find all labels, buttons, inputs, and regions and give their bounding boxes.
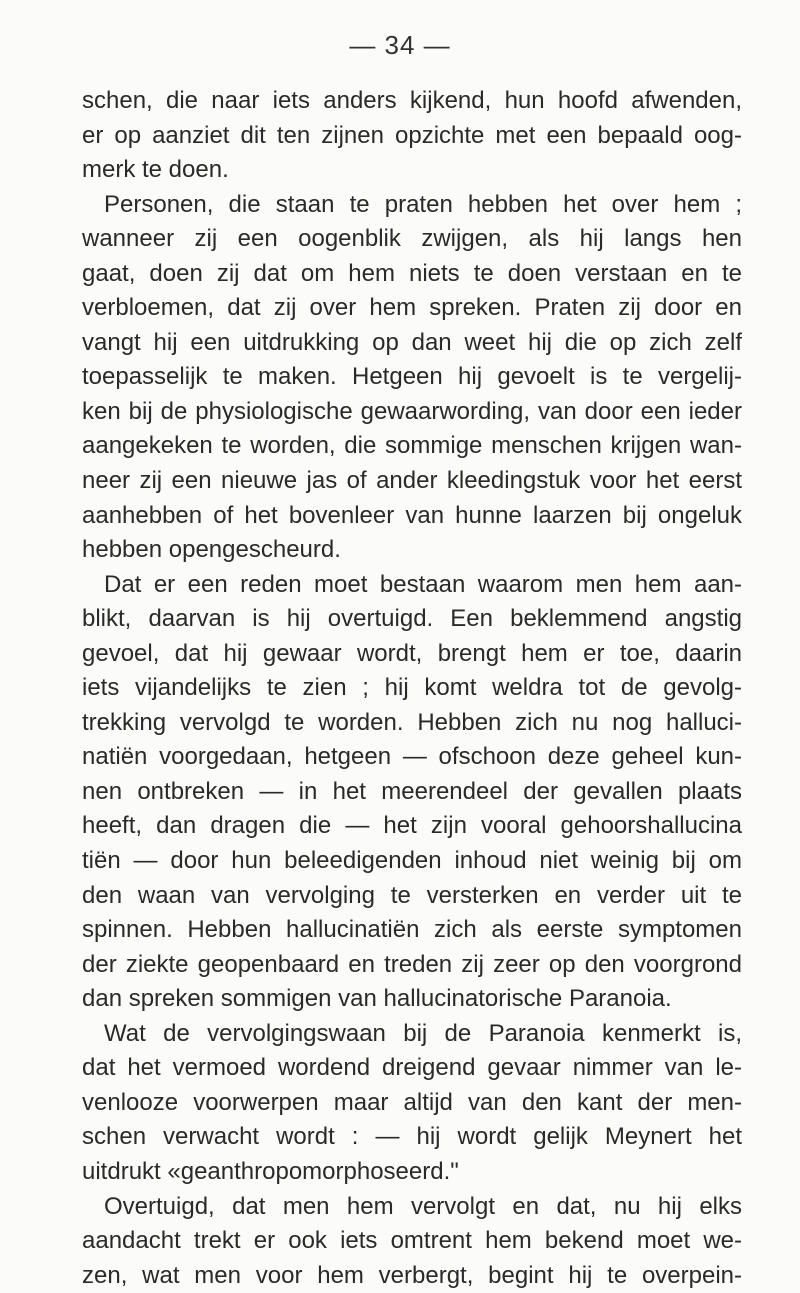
text-line: dan spreken sommigen van hallucinatorische Paranoia. [82, 985, 672, 1013]
text-line: spinnen. Hebben hallucinatiën zich als eerste symptomen [82, 916, 742, 944]
text-line: gaat, doen zij dat om hem niets te doen verstaan en te [82, 259, 742, 287]
text-line: hebben opengescheurd. [82, 536, 341, 564]
text-line: natiën voorgedaan, hetgeen — ofschoon deze geheel kun- [82, 743, 742, 771]
text-line: heeft, dan dragen die — het zijn vooral gehoorshallucina [82, 812, 742, 840]
text-line: Personen, die staan te praten hebben het over hem ; [104, 190, 742, 218]
page-number: — 34 — [349, 30, 451, 60]
text-line: aangekeken te worden, die sommige menschen krijgen wan- [82, 432, 742, 460]
text-line: blikt, daarvan is hij overtuigd. Een beklemmend angstig [82, 605, 742, 633]
text-line: zen, wat men voor hem verbergt, begint hij te overpein- [82, 1261, 742, 1289]
text-line: tiën — door hun beleedigenden inhoud niet weinig bij om [82, 847, 742, 875]
text-line: verbloemen, dat zij over hem spreken. Praten zij door en [82, 294, 742, 322]
text-line: er op aanziet dit ten zijnen opzichte met een bepaald oog- [82, 121, 742, 149]
text-line: der ziekte geopenbaard en treden zij zeer op den voorgrond [82, 950, 742, 978]
text-line: neer zij een nieuwe jas of ander kleedingstuk voor het eerst [82, 467, 742, 495]
text-line: vangt hij een uitdrukking op dan weet hij die op zich zelf [82, 328, 742, 356]
text-line: dat het vermoed wordend dreigend gevaar nimmer van le- [82, 1054, 742, 1082]
text-line: toepasselijk te maken. Hetgeen hij gevoelt is te vergelij- [82, 363, 742, 391]
text-line: Wat de vervolgingswaan bij de Paranoia kenmerkt is, [104, 1019, 742, 1047]
text-line: venlooze voorwerpen maar altijd van den kant der men- [82, 1088, 742, 1116]
text-line: aanhebben of het bovenleer van hunne laarzen bij ongeluk [82, 501, 742, 529]
text-line: uitdrukt «geanthropomorphoseerd." [82, 1157, 459, 1185]
text-line: trekking vervolgd te worden. Hebben zich nu nog halluci- [82, 708, 742, 736]
text-line: ken bij de physiologische gewaarwording, van door een ieder [82, 397, 742, 425]
text-line: schen, die naar iets anders kijkend, hun hoofd afwenden, [82, 87, 742, 114]
text-line: gevoel, dat hij gewaar wordt, brengt hem er toe, daarin [82, 639, 742, 667]
text-line: den waan van vervolging te versterken en verder uit te [82, 881, 742, 909]
text-line: Dat er een reden moet bestaan waarom men hem aan- [104, 570, 742, 598]
text-line: aandacht trekt er ook iets omtrent hem bekend moet we- [82, 1227, 742, 1255]
body-text [82, 84, 742, 1293]
text-line: Overtuigd, dat men hem vervolgt en dat, nu hij elks [104, 1192, 742, 1220]
text-line: schen verwacht wordt : — hij wordt gelijk Meynert het [82, 1123, 742, 1151]
text-line: merk te doen. [82, 156, 229, 184]
text-line: iets vijandelijks te zien ; hij komt weldra tot de gevolg- [82, 674, 742, 702]
text-line: nen ontbreken — in het meerendeel der gevallen plaats [82, 777, 742, 805]
text-line: wanneer zij een oogenblik zwijgen, als hij langs hen [82, 225, 742, 253]
